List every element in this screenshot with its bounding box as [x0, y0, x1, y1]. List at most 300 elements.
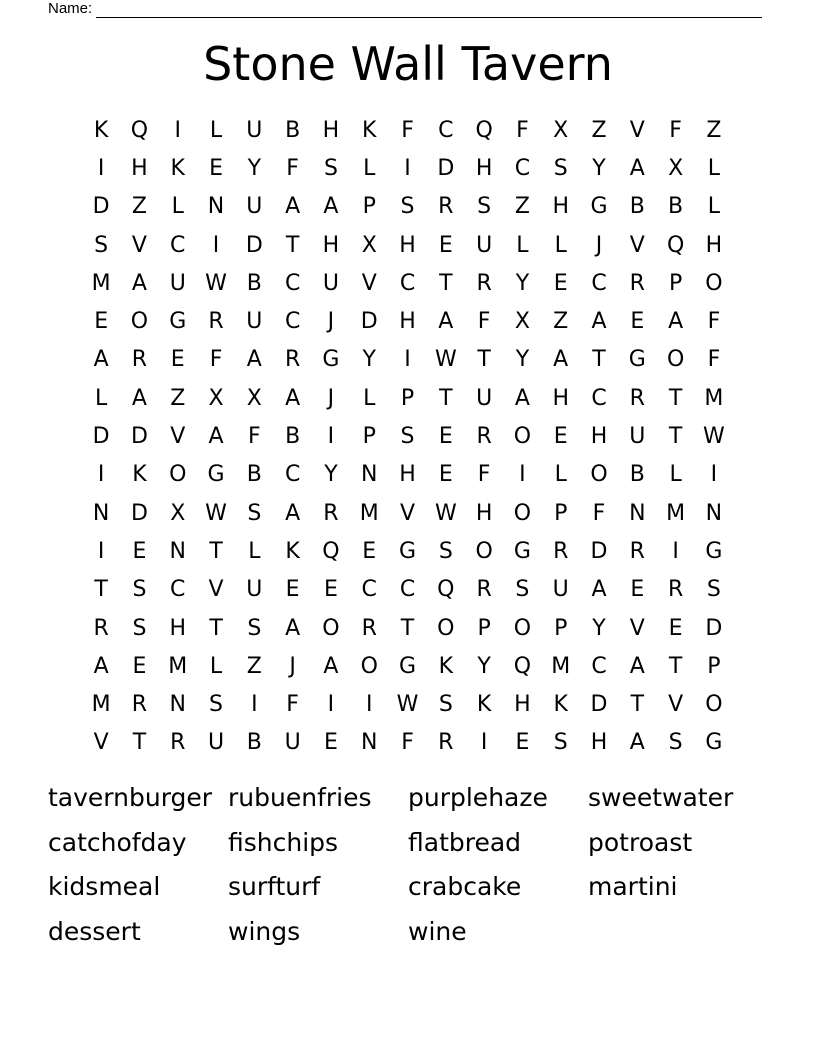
grid-letter: G [705, 730, 723, 756]
grid-letter: T [477, 347, 491, 373]
grid-letter: N [92, 500, 110, 526]
grid-letter: X [668, 155, 684, 181]
grid-letter: K [438, 653, 454, 679]
grid-letter: S [553, 730, 568, 756]
grid-letter: K [553, 692, 568, 718]
grid-letter: T [668, 653, 683, 679]
grid-letter: P [668, 270, 683, 296]
grid-letter: V [361, 270, 377, 296]
grid-letter: I [365, 692, 373, 718]
grid-letter: G [628, 347, 646, 373]
word-list-item: potroast [588, 827, 693, 857]
grid-letter: E [515, 730, 530, 756]
grid-letter: H [322, 232, 340, 258]
grid-letter: P [554, 615, 568, 641]
grid-letter: Q [666, 232, 685, 258]
grid-letter: D [590, 538, 608, 564]
grid-letter: X [246, 385, 262, 411]
grid-letter: I [174, 117, 181, 143]
grid-letter: R [629, 270, 645, 296]
grid-letter: R [438, 730, 454, 756]
grid-letter: H [552, 194, 569, 220]
grid-letter: N [169, 692, 186, 718]
grid-letter: B [629, 194, 645, 220]
grid-letter: L [248, 538, 261, 564]
grid-letter: D [130, 424, 148, 450]
grid-letter: T [592, 347, 606, 373]
grid-letter: D [245, 232, 263, 258]
word-list-item: crabcake [408, 872, 522, 902]
grid-letter: H [399, 462, 416, 488]
grid-letter: C [399, 577, 416, 603]
grid-letter: Z [246, 653, 262, 679]
grid-letter: C [591, 653, 607, 679]
grid-letter: K [362, 117, 377, 143]
grid-letter: U [246, 194, 263, 220]
grid-letter: M [704, 385, 724, 411]
grid-letter: L [363, 155, 376, 181]
grid-letter: J [327, 309, 335, 335]
grid-letter: P [362, 194, 376, 220]
grid-letter: T [630, 692, 645, 718]
grid-letter: F [248, 424, 261, 450]
grid-letter: Q [437, 577, 455, 603]
grid-letter: S [706, 577, 721, 603]
grid-letter: F [516, 117, 529, 143]
grid-letter: J [595, 232, 603, 258]
grid-letter: I [97, 538, 105, 564]
grid-letter: O [513, 615, 532, 641]
word-list-item: catchofday [48, 827, 187, 857]
grid-letter: O [360, 653, 378, 679]
grid-letter: F [477, 462, 491, 488]
grid-letter: S [553, 155, 568, 181]
grid-letter: U [552, 577, 569, 603]
grid-letter: A [553, 347, 569, 373]
grid-letter: H [475, 500, 493, 526]
grid-letter: E [438, 232, 453, 258]
name-field [48, 0, 762, 18]
grid-letter: S [132, 615, 147, 641]
grid-letter: C [591, 385, 607, 411]
grid-letter: K [476, 692, 492, 718]
grid-letter: B [246, 462, 262, 488]
grid-letter: O [437, 615, 455, 641]
grid-letter: R [629, 385, 645, 411]
word-list-item: surfturf [228, 872, 321, 902]
grid-letter: F [286, 155, 299, 181]
grid-letter: A [131, 385, 147, 411]
grid-letter: C [361, 577, 377, 603]
grid-letter: I [404, 155, 411, 181]
grid-letter: I [519, 462, 526, 488]
grid-letter: X [361, 232, 377, 258]
grid-letter: Z [553, 309, 569, 335]
word-list-item: martini [588, 872, 678, 902]
grid-letter: R [93, 615, 109, 641]
grid-letter: F [707, 347, 721, 373]
grid-letter: B [668, 194, 684, 220]
grid-letter: S [323, 155, 338, 181]
name-label: Name: [48, 0, 93, 17]
grid-letter: Y [515, 347, 530, 373]
grid-letter: D [130, 500, 148, 526]
grid-letter: W [396, 692, 419, 718]
grid-letter: U [169, 270, 186, 296]
grid-letter: C [514, 155, 531, 181]
grid-letter: U [207, 730, 225, 756]
grid-letter: M [168, 653, 188, 679]
grid-letter: G [398, 538, 417, 564]
grid-letter: T [209, 538, 223, 564]
grid-letter: A [629, 653, 645, 679]
word-list-item: flatbread [408, 827, 522, 857]
grid-letter: Z [591, 117, 607, 143]
grid-letter: Y [515, 270, 530, 296]
grid-letter: Q [513, 653, 532, 679]
grid-letter: T [94, 577, 108, 603]
grid-letter: E [209, 155, 223, 181]
grid-letter: K [93, 117, 109, 143]
word-list-item: wings [228, 917, 301, 947]
grid-letter: S [400, 194, 415, 220]
grid-letter: S [247, 500, 262, 526]
grid-letter: Q [322, 538, 340, 564]
grid-letter: B [629, 462, 645, 488]
grid-letter: T [285, 232, 300, 258]
grid-letter: S [247, 615, 262, 641]
grid-letter: Y [592, 155, 606, 181]
grid-letter: H [399, 309, 416, 335]
word-list-item: tavernburger [48, 783, 213, 812]
grid-letter: E [553, 270, 568, 296]
grid-letter: V [629, 232, 645, 258]
grid-letter: M [91, 270, 111, 296]
grid-letter: L [95, 385, 108, 411]
grid-letter: E [362, 538, 377, 564]
grid-letter: W [205, 500, 227, 526]
grid-letter: M [666, 500, 686, 526]
grid-letter: C [399, 270, 416, 296]
grid-letter: A [285, 615, 301, 641]
grid-letter: L [363, 385, 376, 411]
grid-letter: D [590, 692, 608, 718]
grid-letter: W [434, 347, 457, 373]
grid-letter: A [591, 309, 607, 335]
grid-letter: V [208, 577, 224, 603]
grid-letter: H [552, 385, 569, 411]
grid-letter: F [669, 117, 682, 143]
grid-letter: W [703, 424, 725, 450]
grid-letter: V [170, 424, 186, 450]
word-list-item: wine [408, 917, 467, 947]
grid-letter: S [132, 577, 147, 603]
grid-letter: Y [324, 462, 338, 488]
grid-letter: V [131, 232, 147, 258]
grid-letter: E [553, 424, 568, 450]
grid-letter: D [437, 155, 455, 181]
grid-letter: K [132, 462, 147, 488]
grid-letter: H [399, 232, 416, 258]
grid-letter: A [323, 653, 339, 679]
word-list-item: kidsmeal [48, 872, 161, 902]
grid-letter: A [285, 194, 301, 220]
grid-letter: L [209, 117, 223, 143]
grid-letter: P [554, 500, 568, 526]
grid-letter: O [705, 270, 723, 296]
grid-letter: A [668, 309, 684, 335]
grid-letter: G [590, 194, 608, 220]
grid-letter: Z [131, 194, 147, 220]
grid-letter: Z [706, 117, 722, 143]
word-list-item: dessert [48, 917, 141, 947]
grid-letter: R [476, 577, 492, 603]
grid-letter: U [246, 577, 263, 603]
grid-letter: E [438, 462, 453, 488]
grid-letter: L [516, 232, 529, 258]
grid-letter: F [401, 117, 414, 143]
grid-letter: E [285, 577, 300, 603]
grid-letter: Q [475, 117, 493, 143]
grid-letter: Q [130, 117, 149, 143]
grid-letter: P [707, 653, 721, 679]
grid-letter: R [208, 309, 224, 335]
grid-letter: C [284, 309, 301, 335]
word-list-item: purplehaze [408, 783, 548, 812]
grid-letter: L [554, 232, 567, 258]
grid-letter: E [668, 615, 683, 641]
grid-letter: R [323, 500, 339, 526]
grid-letter: I [327, 692, 335, 718]
grid-letter: N [360, 462, 378, 488]
grid-letter: I [212, 232, 220, 258]
grid-letter: E [170, 347, 185, 373]
grid-letter: C [170, 232, 186, 258]
grid-letter: I [710, 462, 718, 488]
grid-letter: W [434, 500, 457, 526]
grid-letter: G [169, 309, 187, 335]
grid-letter: B [246, 270, 262, 296]
grid-letter: S [515, 577, 530, 603]
grid-letter: A [629, 730, 645, 756]
grid-letter: R [361, 615, 377, 641]
grid-letter: L [707, 194, 721, 220]
grid-letter: T [209, 615, 223, 641]
grid-letter: O [475, 538, 493, 564]
grid-letter: S [668, 730, 683, 756]
grid-letter: S [94, 232, 109, 258]
grid-letter: C [284, 270, 301, 296]
grid-letter: F [286, 692, 299, 718]
page-title: Stone Wall Tavern [203, 37, 613, 91]
grid-letter: G [705, 538, 723, 564]
grid-letter: O [322, 615, 340, 641]
grid-letter: S [477, 194, 492, 220]
grid-letter: E [630, 309, 645, 335]
grid-letter: D [92, 424, 110, 450]
grid-letter: T [400, 615, 415, 641]
word-list [48, 780, 768, 959]
grid-letter: R [131, 692, 148, 718]
grid-letter: V [93, 730, 109, 756]
grid-letter: T [132, 730, 147, 756]
grid-letter: V [399, 500, 416, 526]
grid-letter: N [169, 538, 186, 564]
grid-letter: U [246, 117, 263, 143]
grid-letter: N [360, 730, 378, 756]
grid-letter: D [705, 615, 723, 641]
grid-letter: H [590, 424, 608, 450]
grid-letter: I [251, 692, 258, 718]
grid-letter: A [514, 385, 530, 411]
grid-letter: X [514, 309, 530, 335]
grid-letter: P [477, 615, 491, 641]
grid-letter: T [668, 385, 683, 411]
grid-letter: R [667, 577, 684, 603]
word-list-item: fishchips [228, 827, 339, 857]
grid-letter: H [514, 692, 531, 718]
grid-letter: S [438, 538, 453, 564]
grid-letter: L [209, 653, 223, 679]
grid-letter: H [590, 730, 608, 756]
grid-letter: G [322, 347, 340, 373]
grid-letter: X [208, 385, 224, 411]
grid-letter: A [246, 347, 262, 373]
grid-letter: J [327, 385, 335, 411]
grid-letter: G [207, 462, 225, 488]
grid-letter: D [92, 194, 110, 220]
grid-letter: P [400, 385, 415, 411]
grid-letter: H [322, 117, 340, 143]
grid-letter: Z [170, 385, 186, 411]
grid-letter: N [705, 500, 723, 526]
grid-letter: C [438, 117, 454, 143]
grid-letter: A [438, 309, 454, 335]
grid-letter: R [476, 424, 492, 450]
grid-letter: A [131, 270, 147, 296]
grid-letter: I [327, 424, 335, 450]
grid-letter: L [171, 194, 184, 220]
grid-letter: B [246, 730, 262, 756]
grid-letter: Y [592, 615, 606, 641]
grid-letter: V [668, 692, 684, 718]
grid-letter: H [705, 232, 723, 258]
grid-letter: F [707, 309, 721, 335]
grid-letter: X [170, 500, 186, 526]
word-list-item: rubuenfries [228, 783, 372, 812]
grid-letter: F [209, 347, 223, 373]
grid-letter: I [404, 347, 411, 373]
grid-letter: A [629, 155, 645, 181]
grid-letter: C [170, 577, 186, 603]
grid-letter: J [289, 653, 296, 679]
grid-letter: U [322, 270, 339, 296]
grid-letter: A [323, 194, 339, 220]
grid-letter: H [169, 615, 187, 641]
grid-letter: I [97, 155, 105, 181]
grid-letter: C [591, 270, 607, 296]
grid-letter: C [284, 462, 301, 488]
grid-letter: U [476, 232, 493, 258]
grid-letter: O [513, 500, 532, 526]
grid-letter: S [400, 424, 415, 450]
grid-letter: L [707, 155, 721, 181]
grid-letter: L [669, 462, 682, 488]
grid-letter: S [209, 692, 224, 718]
grid-letter: I [672, 538, 679, 564]
grid-letter: A [285, 385, 301, 411]
grid-letter: Y [362, 347, 376, 373]
grid-letter: T [439, 385, 453, 411]
grid-letter: B [285, 117, 301, 143]
grid-letter: R [284, 347, 301, 373]
grid-letter: B [285, 424, 301, 450]
grid-letter: I [97, 462, 105, 488]
grid-letter: M [551, 653, 571, 679]
grid-letter: F [477, 309, 491, 335]
grid-letter: R [476, 270, 492, 296]
grid-letter: A [285, 500, 301, 526]
grid-letter: Y [477, 653, 491, 679]
grid-letter: G [513, 538, 531, 564]
grid-letter: O [513, 424, 532, 450]
grid-letter: W [205, 270, 227, 296]
grid-letter: O [666, 347, 685, 373]
grid-letter: U [246, 309, 263, 335]
grid-letter: L [554, 462, 567, 488]
grid-letter: U [629, 424, 646, 450]
grid-letter: Z [514, 194, 530, 220]
grid-letter: R [553, 538, 569, 564]
grid-letter: U [284, 730, 301, 756]
grid-letter: H [131, 155, 148, 181]
grid-letter: V [629, 117, 645, 143]
grid-letter: A [208, 424, 224, 450]
grid-letter: A [93, 653, 109, 679]
grid-letter: S [438, 692, 453, 718]
grid-letter: K [285, 538, 300, 564]
grid-letter: A [93, 347, 109, 373]
grid-letter: O [130, 309, 149, 335]
grid-letter: R [629, 538, 645, 564]
grid-letter: P [362, 424, 376, 450]
grid-letter: I [480, 730, 488, 756]
grid-letter: O [705, 692, 723, 718]
grid-letter: Y [247, 155, 262, 181]
grid-letter: G [398, 653, 417, 679]
grid-letter: E [132, 538, 147, 564]
grid-letter: N [629, 500, 646, 526]
word-list-item: sweetwater [588, 783, 734, 812]
grid-letter: F [401, 730, 414, 756]
grid-letter: A [591, 577, 607, 603]
grid-letter: V [629, 615, 645, 641]
grid-letter: E [630, 577, 645, 603]
grid-letter: E [438, 424, 453, 450]
name-blank-line [96, 3, 762, 18]
grid-letter: R [438, 194, 454, 220]
grid-letter: E [132, 653, 147, 679]
grid-letter: O [169, 462, 187, 488]
grid-letter: N [207, 194, 225, 220]
grid-letter: T [439, 270, 453, 296]
grid-letter: O [590, 462, 608, 488]
grid-letter: K [170, 155, 185, 181]
grid-letter: R [131, 347, 148, 373]
grid-letter: X [553, 117, 569, 143]
grid-letter: R [170, 730, 186, 756]
grid-letter: T [668, 424, 683, 450]
